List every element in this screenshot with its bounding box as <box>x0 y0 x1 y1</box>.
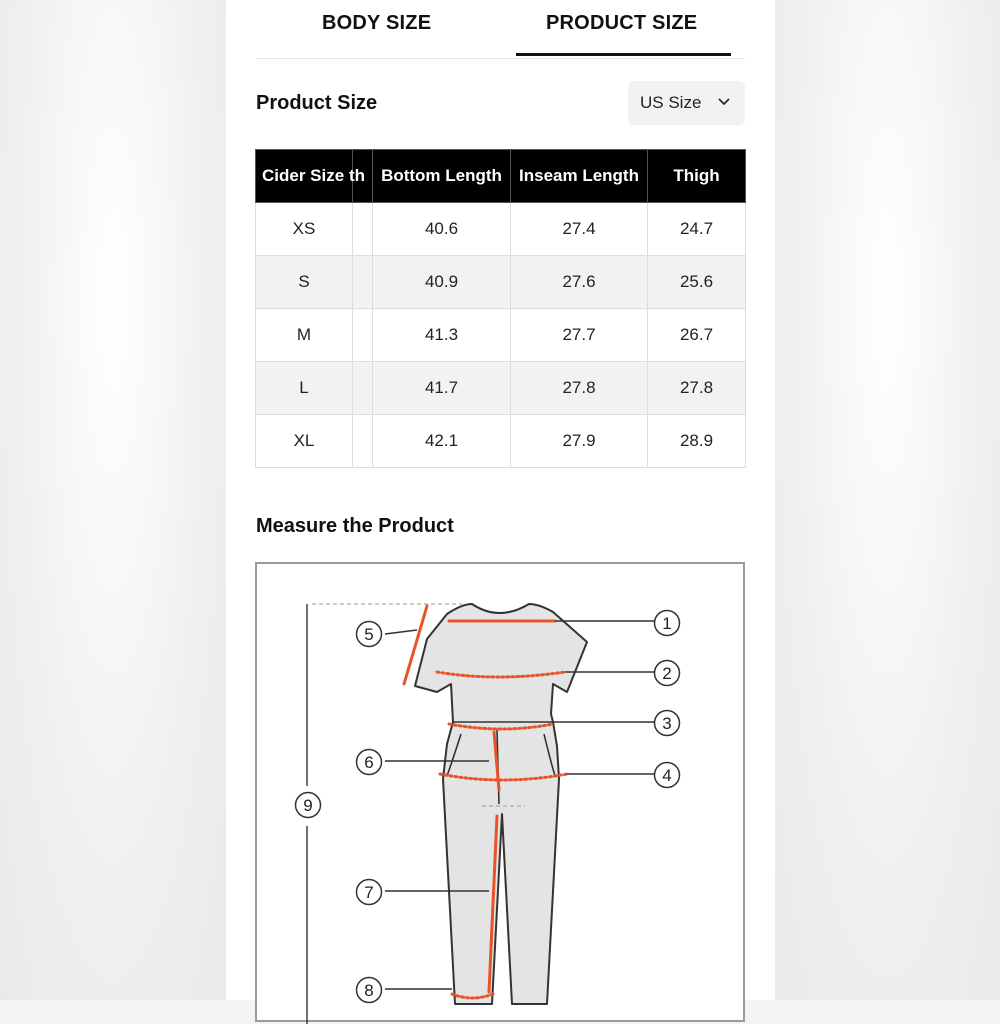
table-cell: 27.7 <box>511 309 648 362</box>
table-cell: 25.6 <box>648 256 746 309</box>
marker-2 <box>655 661 680 686</box>
marker-5 <box>357 622 382 647</box>
marker-3 <box>655 711 680 736</box>
chevron-down-icon <box>717 94 731 108</box>
svg-text:6: 6 <box>364 753 374 772</box>
table-cell: 27.8 <box>511 362 648 415</box>
column-header: Inseam Length <box>511 150 648 203</box>
svg-text:3: 3 <box>662 714 672 733</box>
table-cell: 41.3 <box>373 309 511 362</box>
svg-text:5: 5 <box>364 625 374 644</box>
active-tab-indicator <box>516 53 731 56</box>
background-right <box>775 0 1000 1000</box>
table-cell: 27.6 <box>511 256 648 309</box>
table-cell: L <box>256 362 353 415</box>
column-header: Bottom Length <box>373 150 511 203</box>
table-cell: S <box>256 256 353 309</box>
svg-text:2: 2 <box>662 664 672 683</box>
table-cell: 40.6 <box>373 203 511 256</box>
column-header: Cider Size <box>256 150 353 203</box>
marker-7 <box>357 880 382 905</box>
table-cell: XS <box>256 203 353 256</box>
table-row <box>256 362 746 415</box>
marker-4 <box>655 763 680 788</box>
svg-text:4: 4 <box>662 766 672 785</box>
size-unit-value: US Size <box>640 93 702 112</box>
table-row <box>256 256 746 309</box>
table-cell <box>353 309 373 362</box>
table-cell <box>353 362 373 415</box>
table-cell: 40.9 <box>373 256 511 309</box>
size-unit-select[interactable] <box>628 81 745 125</box>
svg-text:9: 9 <box>303 796 313 815</box>
table-cell: 24.7 <box>648 203 746 256</box>
jumpsuit-shape <box>415 604 587 1004</box>
table-cell: 42.1 <box>373 415 511 468</box>
marker-9 <box>296 793 321 818</box>
table-header-row <box>256 150 746 203</box>
table-cell: 27.9 <box>511 415 648 468</box>
size-guide-panel <box>226 0 775 1000</box>
svg-text:8: 8 <box>364 981 374 1000</box>
background-left <box>0 0 226 1000</box>
tab-product-size[interactable]: PRODUCT SIZE <box>546 12 698 34</box>
table-cell: 27.8 <box>648 362 746 415</box>
size-table <box>255 149 746 468</box>
measure-title: Measure the Product <box>256 515 454 537</box>
table-cell <box>353 256 373 309</box>
table-cell: XL <box>256 415 353 468</box>
size-tabs <box>256 0 745 59</box>
section-title: Product Size <box>256 92 378 114</box>
table-cell: 41.7 <box>373 362 511 415</box>
table-cell <box>353 415 373 468</box>
table-cell: 27.4 <box>511 203 648 256</box>
table-cell: 26.7 <box>648 309 746 362</box>
marker-8 <box>357 978 382 1003</box>
svg-text:1: 1 <box>662 614 672 633</box>
table-cell: M <box>256 309 353 362</box>
table-cell <box>353 203 373 256</box>
column-header: th <box>353 150 373 203</box>
table-cell: 28.9 <box>648 415 746 468</box>
column-header: Thigh <box>648 150 746 203</box>
table-row <box>256 309 746 362</box>
marker-1 <box>655 611 680 636</box>
jumpsuit-illustration <box>257 564 747 1024</box>
measure-diagram <box>255 562 745 1022</box>
table-row <box>256 203 746 256</box>
tab-body-size[interactable]: BODY SIZE <box>322 12 432 34</box>
table-row <box>256 415 746 468</box>
svg-text:7: 7 <box>364 883 374 902</box>
marker-6 <box>357 750 382 775</box>
